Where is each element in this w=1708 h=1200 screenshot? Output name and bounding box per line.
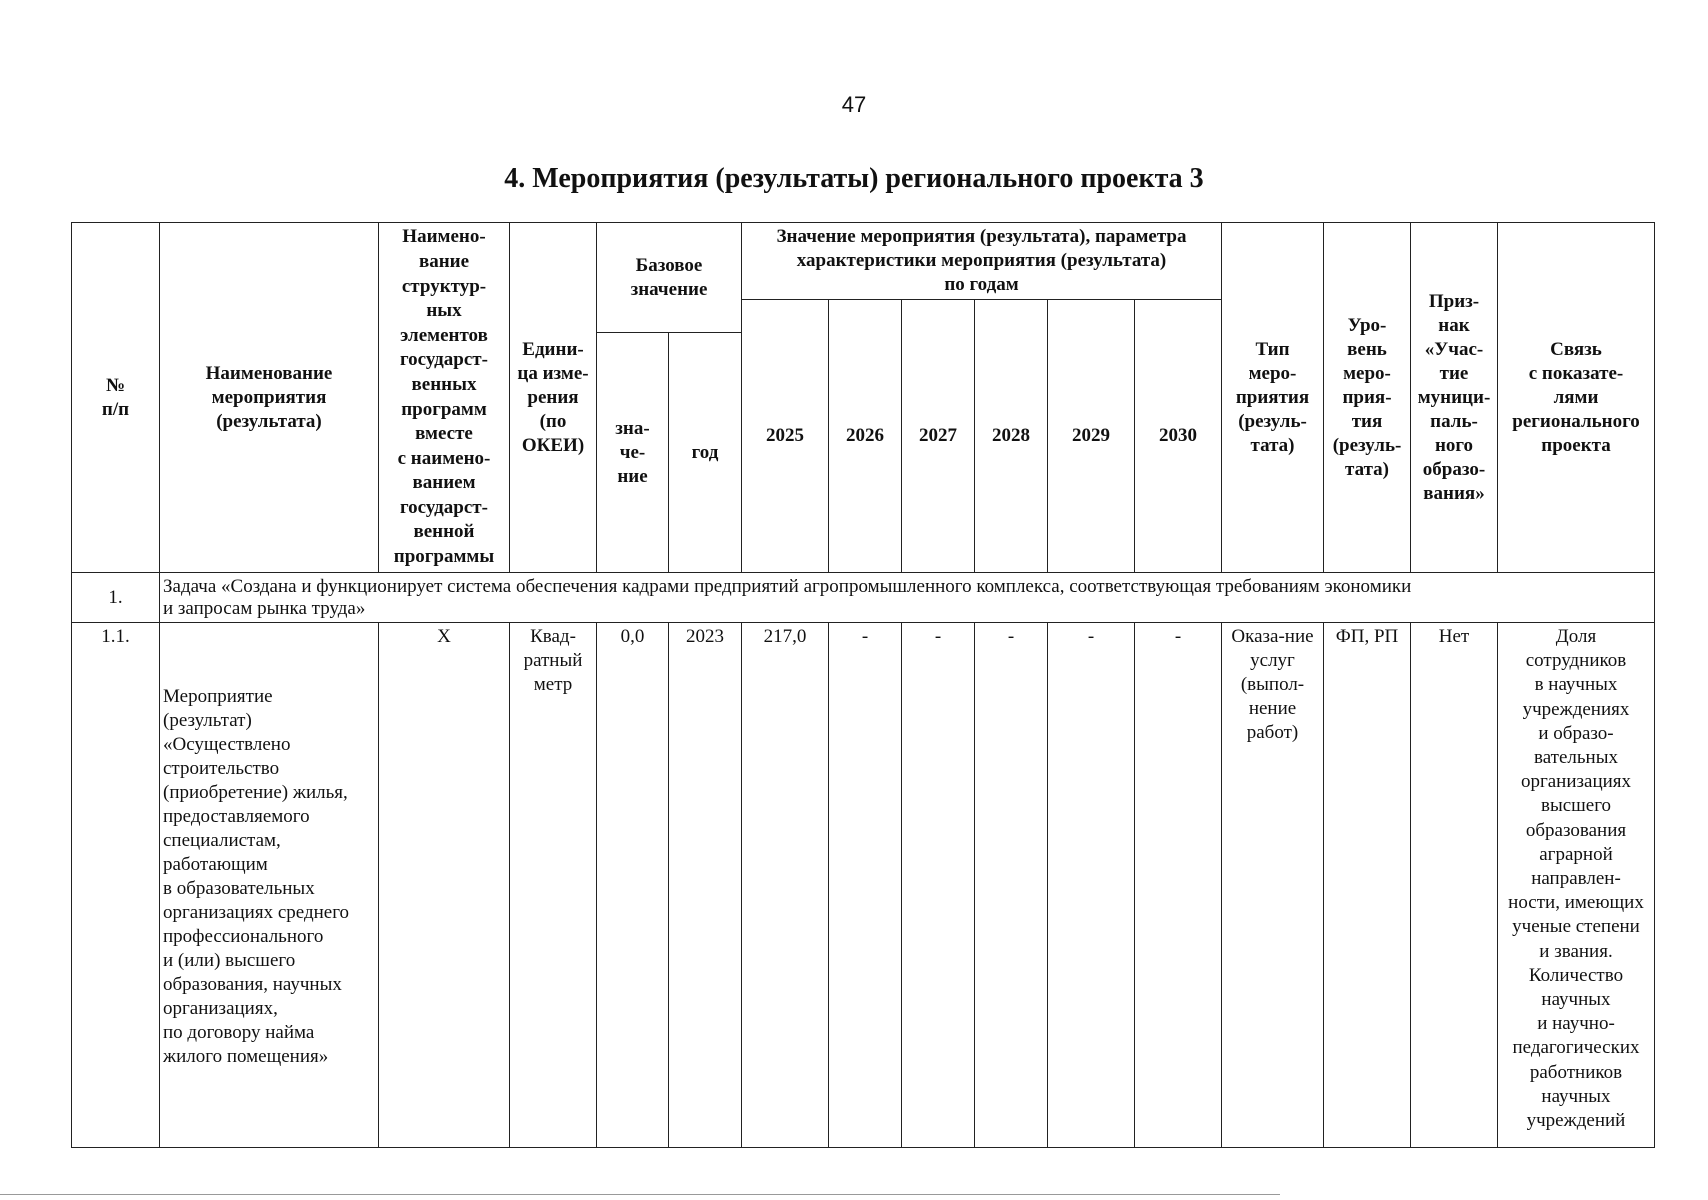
row-structural-element: X: [379, 623, 510, 1148]
header-activity-name: Наименование мероприятия (результата): [160, 223, 379, 573]
task-number: 1.: [72, 573, 160, 623]
row-unit: Квад- ратный метр: [510, 623, 597, 1148]
header-activity-level: Уро- вень меро- прия- тия (резуль- тата): [1324, 223, 1411, 573]
header-municipal-participation: Приз- нак «Учас- тие муници- паль- ного образо- вания»: [1411, 223, 1498, 573]
activities-table: [71, 222, 1655, 1148]
document-title: 4. Мероприятия (результаты) регионального проекта 3: [504, 163, 1204, 194]
header-year-2028: 2028: [975, 300, 1048, 573]
row-value-2025: 217,0: [742, 623, 829, 1148]
row-base-year: 2023: [669, 623, 742, 1148]
task-description: Задача «Создана и функционирует система обеспечения кадрами предприятий агропромышленного комплекса, соответствующая требованиям экономики и запросам рынка труда»: [160, 573, 1655, 623]
header-base-value: Базовое значение: [597, 223, 742, 333]
row-activity-name: Мероприятие (результат) «Осуществлено строительство (приобретение) жилья, предоставляемого специалистам, работающим в образовательных организациях среднего профессионального и (или) высшего образования, научных организациях, по договору найма жилого помещения»: [160, 623, 379, 1148]
row-value-2027: -: [902, 623, 975, 1148]
header-year-2030: 2030: [1135, 300, 1222, 573]
row-activity-level: ФП, РП: [1324, 623, 1411, 1148]
row-base-value: 0,0: [597, 623, 669, 1148]
row-activity-type: Оказа-ние услуг (выпол- нение работ): [1222, 623, 1324, 1148]
table-row: [72, 623, 1655, 1148]
row-link-to-indicators: Доля сотрудников в научных учреждениях и образо- вательных организациях высшего образования аграрной направлен- ности, имеющих ученые степени и звания. Количество научных и научно- педагогических работников научных учреждений: [1498, 623, 1655, 1148]
header-link-to-indicators: Связь с показате- лями регионального проекта: [1498, 223, 1655, 573]
header-unit: Едини- ца изме- рения (по ОКЕИ): [510, 223, 597, 573]
row-municipal-participation: Нет: [1411, 623, 1498, 1148]
header-base-value-number: зна- че- ние: [597, 333, 669, 573]
header-num: № п/п: [72, 223, 160, 573]
header-structural-elements: Наимено- вание структур- ных элементов государст- венных программ вместе с наимено- ванием государст- венной программы: [379, 223, 510, 573]
row-number: 1.1.: [72, 623, 160, 1148]
page-number: 47: [841, 92, 867, 117]
header-year-2025: 2025: [742, 300, 829, 573]
row-value-2028: -: [975, 623, 1048, 1148]
header-base-year: год: [669, 333, 742, 573]
row-value-2029: -: [1048, 623, 1135, 1148]
header-activity-type: Тип меро- приятия (резуль- тата): [1222, 223, 1324, 573]
header-year-2029: 2029: [1048, 300, 1135, 573]
row-value-2026: -: [829, 623, 902, 1148]
header-year-2026: 2026: [829, 300, 902, 573]
row-value-2030: -: [1135, 623, 1222, 1148]
page-bottom-rule: [0, 1194, 1280, 1195]
header-year-2027: 2027: [902, 300, 975, 573]
header-values-by-year: Значение мероприятия (результата), параметра характеристики мероприятия (результата) по годам: [742, 223, 1222, 300]
